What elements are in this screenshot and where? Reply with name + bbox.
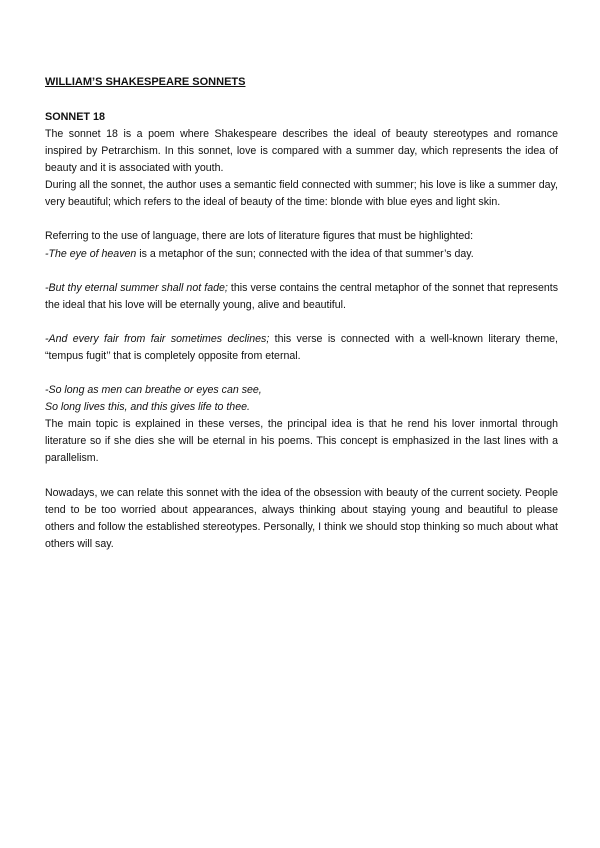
- main-topic-paragraph: The main topic is explained in these verses, the principal idea is that he rend his lover inmortal through literature so if she dies she will be eternal in his poems. This concept is emphasized in the last lines with a parallelism.: [45, 418, 558, 465]
- section-title: SONNET 18: [45, 111, 105, 123]
- figure-quote: -And every fair from fair sometimes declines;: [45, 332, 270, 345]
- figure-eye-of-heaven: [45, 246, 558, 263]
- figure-explanation: this verse is connected with a well-known literary theme, “tempus fugit’’ that is completely opposite from eternal.: [45, 332, 558, 362]
- conclusion-paragraph: Nowadays, we can relate this sonnet with the idea of the obsession with beauty of the current society. People tend to be too worried about appearances, always thinking about staying young and beautiful to please others and follow the established stereotypes. Personally, I think we should stop thinking so much about what others will say.: [45, 486, 558, 550]
- verse-text: So long lives this, and this gives life to thee.: [45, 401, 250, 414]
- semantic-field-paragraph: During all the sonnet, the author uses a semantic field connected with summer; his love is like a summer day, very beautiful; which refers to the ideal of beauty of the time: blonde with blue eyes and light skin.: [45, 179, 558, 209]
- verse-line-2: [45, 399, 558, 416]
- intro-paragraph: The sonnet 18 is a poem where Shakespeare describes the ideal of beauty stereotypes and romance inspired by Petrarchism. In this sonnet, love is compared with a summer day, which represents the idea of beauty and it is associated with youth.: [45, 128, 558, 175]
- verse-line-1: [45, 382, 558, 399]
- verse-text: -So long as men can breathe or eyes can see,: [45, 384, 262, 397]
- figure-quote: -The eye of heaven: [45, 247, 137, 260]
- figure-explanation: is a metaphor of the sun; connected with the idea of that summer’s day.: [136, 247, 474, 260]
- figure-quote: -But thy eternal summer shall not fade;: [45, 281, 228, 294]
- document-page: [45, 74, 558, 553]
- figure-explanation: this verse contains the central metaphor of the sonnet that represents the ideal that his love will be eternally young, alive and beautiful.: [45, 281, 558, 311]
- figure-eternal-summer: [45, 280, 558, 314]
- literature-figures-intro: Referring to the use of language, there are lots of literature figures that must be highlighted:: [45, 230, 474, 243]
- document-title: WILLIAM’S SHAKESPEARE SONNETS: [45, 76, 246, 88]
- figure-every-fair: [45, 331, 558, 365]
